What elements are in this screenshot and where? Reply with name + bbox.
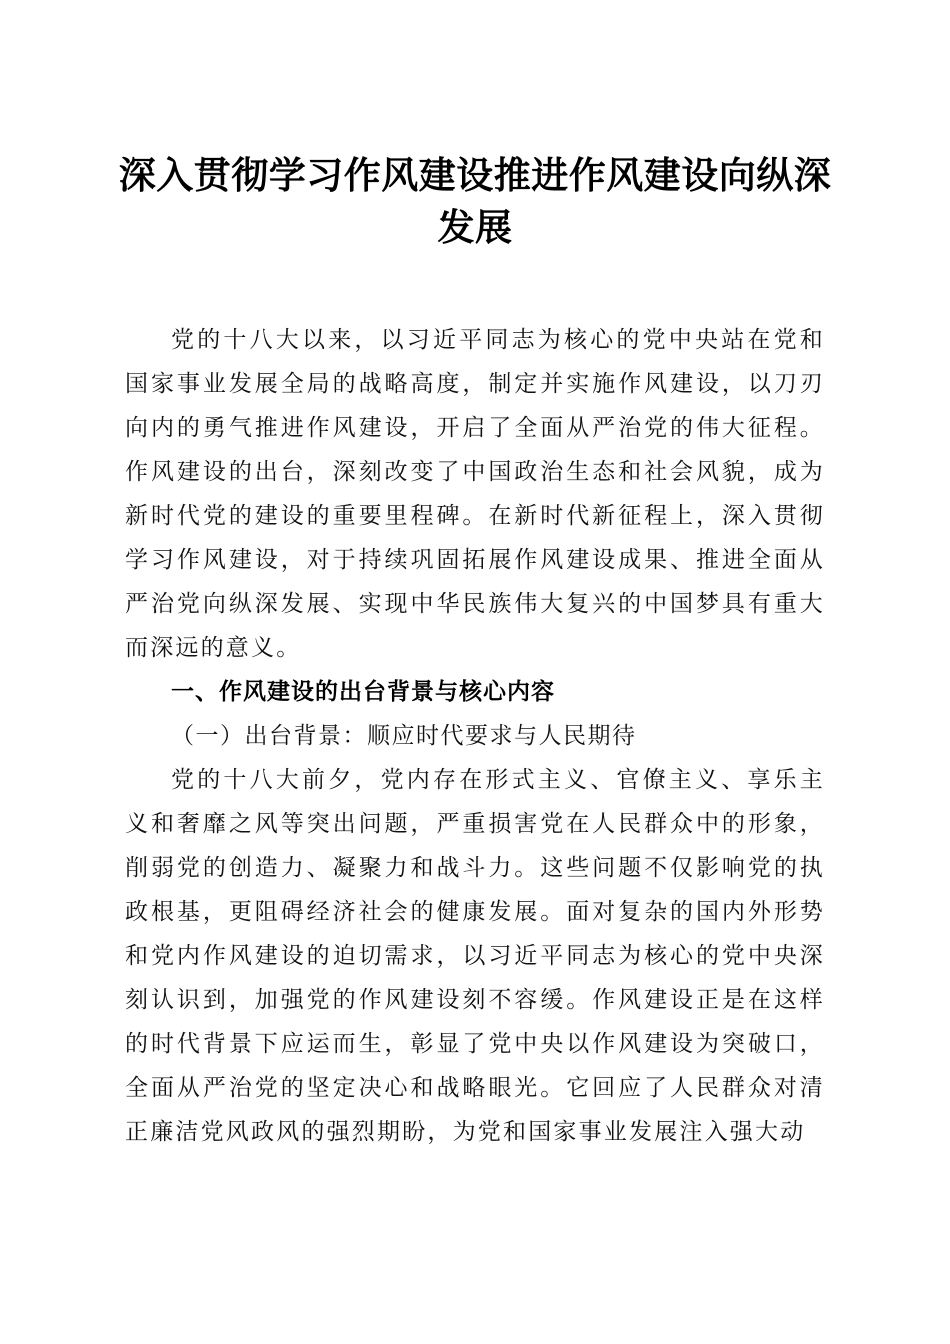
subsection-paragraph: 党的十八大前夕，党内存在形式主义、官僚主义、享乐主义和奢靡之风等突出问题，严重损害党在人民群众中的形象，削弱党的创造力、凝聚力和战斗力。这些问题不仅影响党的执政根基，更阻碍经济社会的健康发展。面对复杂的国内外形势和党内作风建设的迫切需求，以习近平同志为核心的党中央深刻认识到，加强党的作风建设刻不容缓。作风建设正是在这样的时代背景下应运而生，彰显了党中央以作风建设为突破口，全面从严治党的坚定决心和战略眼光。它回应了人民群众对清正廉洁党风政风的强烈期盼，为党和国家事业发展注入强大动 <box>125 767 825 1145</box>
section-heading: 一、作风建设的出台背景与核心内容 <box>171 679 555 705</box>
intro-paragraph: 党的十八大以来，以习近平同志为核心的党中央站在党和国家事业发展全局的战略高度，制定并实施作风建设，以刀刃向内的勇气推进作风建设，开启了全面从严治党的伟大征程。作风建设的出台，深刻改变了中国政治生态和社会风貌，成为新时代党的建设的重要里程碑。在新时代新征程上，深入贯彻学习作风建设，对于持续巩固拓展作风建设成果、推进全面从严治党向纵深发展、实现中华民族伟大复兴的中国梦具有重大而深远的意义。 <box>125 327 825 661</box>
document-body <box>125 318 825 1154</box>
subsection-heading: （一）出台背景：顺应时代要求与人民期待 <box>171 723 637 749</box>
document-title: 深入贯彻学习作风建设推进作风建设向纵深发展 <box>118 154 832 249</box>
